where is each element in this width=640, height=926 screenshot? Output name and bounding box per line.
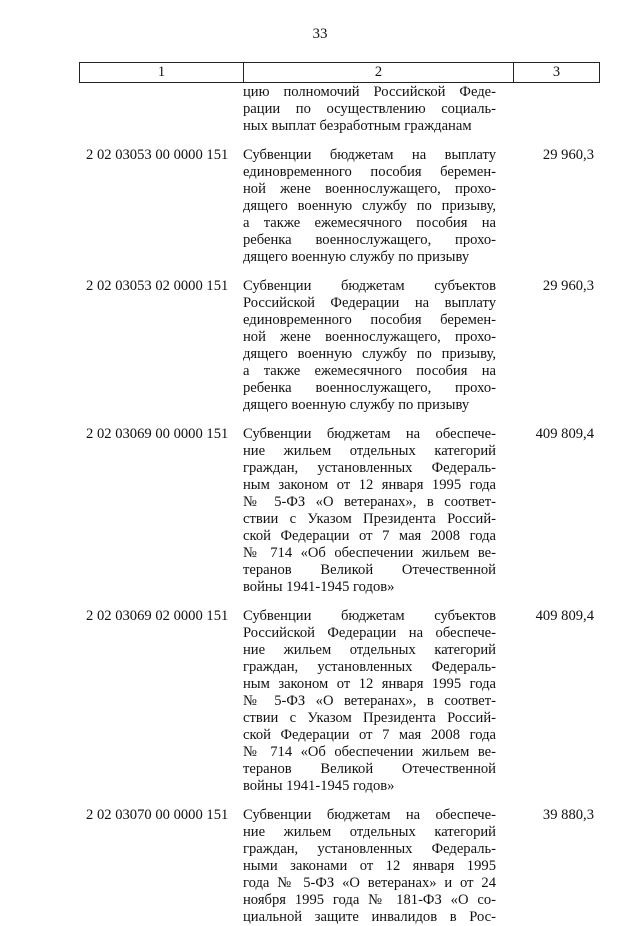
description-cell: [243, 426, 496, 596]
description-line: Субвенции бюджетам на выплату: [243, 147, 496, 163]
description-line: циальной защите инвалидов в Рос-: [243, 909, 496, 925]
description-line: граждан, установленных Федераль-: [243, 460, 496, 476]
table-row: [0, 147, 640, 266]
description-line: ствии с Указом Президента Россий-: [243, 710, 496, 726]
table-row: [0, 278, 640, 414]
description-line: ние жильем отдельных категорий: [243, 443, 496, 459]
description-cell: [243, 84, 496, 135]
description-line: Субвенции бюджетам на обеспече-: [243, 807, 496, 823]
description-line: № 714 «Об обеспечении жильем ве-: [243, 744, 496, 760]
description-line: дящего военную службу по призыву: [243, 249, 470, 265]
description-line: Субвенции бюджетам на обеспече-: [243, 426, 496, 442]
description-line: ной жене военнослужащего, прохо-: [243, 181, 496, 197]
description-line: ноября 1995 года № 181-ФЗ «О со-: [243, 892, 496, 908]
description-line: ными законами от 12 января 1995: [243, 858, 496, 874]
description-line: № 5-ФЗ «О ветеранах», в соответ-: [243, 494, 496, 510]
column-header-1: 1: [80, 63, 244, 82]
description-line: года № 5-ФЗ «О ветеранах» и от 24: [243, 875, 496, 891]
description-line: граждан, установленных Федераль-: [243, 659, 496, 675]
description-line: а также ежемесячного пособия на: [243, 363, 496, 379]
description-line: граждан, установленных Федераль-: [243, 841, 496, 857]
description-line: войны 1941-1945 годов»: [243, 579, 395, 595]
amount-value: 409 809,4: [535, 608, 594, 624]
description-line: Российской Федерации на обеспече-: [243, 625, 496, 641]
amount-value: 409 809,4: [535, 426, 594, 442]
budget-code: 2 02 03069 02 0000 151: [86, 608, 229, 624]
description-line: ние жильем отдельных категорий: [243, 642, 496, 658]
description-line: Российской Федерации на выплату: [243, 295, 496, 311]
description-line: ным законом от 12 января 1995 года: [243, 676, 496, 692]
column-header-3: 3: [552, 64, 561, 80]
description-line: Субвенции бюджетам субъектов: [243, 278, 496, 294]
description-line: № 5-ФЗ «О ветеранах», в соответ-: [243, 693, 496, 709]
table-row: [0, 807, 640, 926]
table-row-continuation: [0, 84, 640, 135]
description-cell: [243, 278, 496, 414]
budget-code: 2 02 03053 00 0000 151: [86, 147, 229, 163]
amount-value: 39 880,3: [542, 807, 594, 823]
description-line: ребенка военнослужащего, прохо-: [243, 232, 496, 248]
description-line: дящего военную службу по призыву: [243, 397, 470, 413]
table-body: [0, 84, 640, 926]
description-line: ние жильем отдельных категорий: [243, 824, 496, 840]
description-line: а также ежемесячного пособия на: [243, 215, 496, 231]
description-line: войны 1941-1945 годов»: [243, 778, 395, 794]
table-row: [0, 426, 640, 596]
description-line: теранов Великой Отечественной: [243, 761, 496, 777]
description-line: ской Федерации от 7 мая 2008 года: [243, 727, 496, 743]
code-cell: [0, 84, 243, 135]
budget-code: 2 02 03053 02 0000 151: [86, 278, 229, 294]
description-line: Субвенции бюджетам субъектов: [243, 608, 496, 624]
amount-value: 29 960,3: [542, 147, 594, 163]
budget-code: 2 02 03070 00 0000 151: [86, 807, 229, 823]
description-line: ных выплат безработным гражданам: [243, 118, 472, 134]
description-line: № 714 «Об обеспечении жильем ве-: [243, 545, 496, 561]
description-cell: [243, 608, 496, 795]
page-number: 33: [312, 26, 328, 42]
description-line: единовременного пособия беремен-: [243, 164, 496, 180]
description-line: дящего военную службу по призыву,: [243, 346, 496, 362]
table-header-row: [79, 62, 600, 83]
table-row: [0, 608, 640, 795]
description-line: единовременного пособия беремен-: [243, 312, 496, 328]
amount-cell: [496, 84, 594, 135]
description-line: ребенка военнослужащего, прохо-: [243, 380, 496, 396]
description-cell: [243, 807, 496, 926]
description-line: цию полномочий Российской Феде-: [243, 84, 496, 100]
description-line: ской Федерации от 7 мая 2008 года: [243, 528, 496, 544]
amount-value: 29 960,3: [542, 278, 594, 294]
description-cell: [243, 147, 496, 266]
description-line: теранов Великой Отечественной: [243, 562, 496, 578]
description-line: дящего военную службу по призыву,: [243, 198, 496, 214]
description-line: ным законом от 12 января 1995 года: [243, 477, 496, 493]
budget-code: 2 02 03069 00 0000 151: [86, 426, 229, 442]
description-line: ной жене военнослужащего, прохо-: [243, 329, 496, 345]
column-header-2: 2: [244, 63, 514, 82]
description-line: ствии с Указом Президента Россий-: [243, 511, 496, 527]
description-line: рации по осуществлению социаль-: [243, 101, 496, 117]
